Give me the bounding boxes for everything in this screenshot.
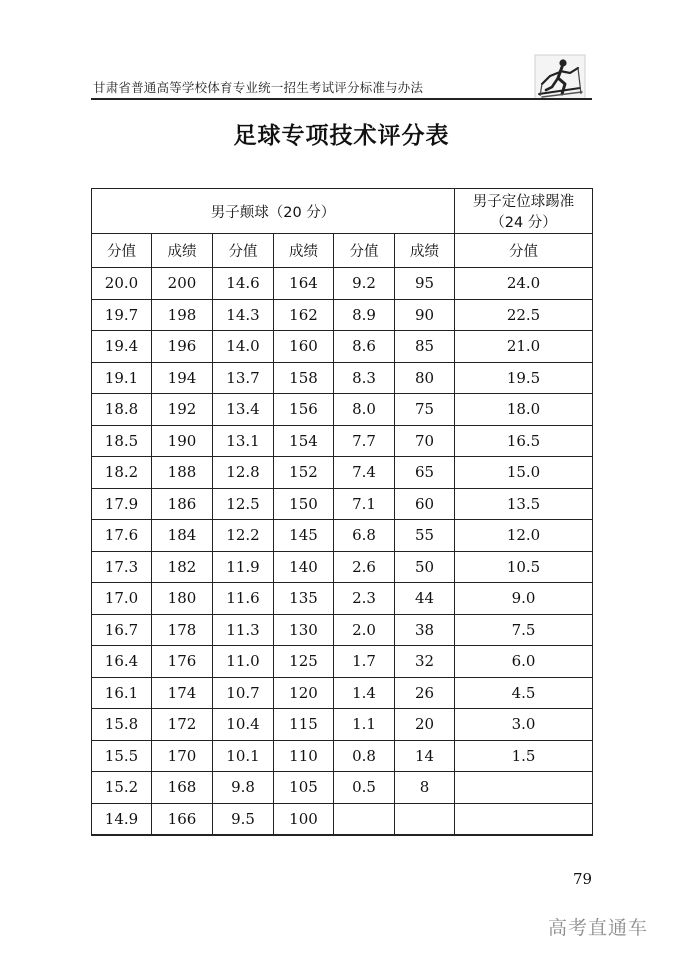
table-cell: 16.1 xyxy=(92,677,152,709)
table-cell: 14.6 xyxy=(213,268,274,300)
table-cell: 17.0 xyxy=(92,583,152,615)
table-cell: 7.5 xyxy=(455,614,593,646)
table-cell: 13.1 xyxy=(213,425,274,457)
table-cell: 140 xyxy=(274,551,334,583)
table-cell: 8 xyxy=(395,772,455,804)
table-cell: 9.0 xyxy=(455,583,593,615)
table-cell: 15.0 xyxy=(455,457,593,489)
table-cell: 12.2 xyxy=(213,520,274,552)
setpiece-header-line2: （24 分） xyxy=(490,215,557,231)
table-cell: 178 xyxy=(152,614,213,646)
table-row xyxy=(92,677,593,709)
table-row xyxy=(92,268,593,300)
table-cell: 152 xyxy=(274,457,334,489)
table-cell: 15.8 xyxy=(92,709,152,741)
table-row xyxy=(92,740,593,772)
table-cell: 16.7 xyxy=(92,614,152,646)
table-cell: 4.5 xyxy=(455,677,593,709)
table-cell: 7.7 xyxy=(334,425,395,457)
table-cell: 44 xyxy=(395,583,455,615)
table-row xyxy=(92,425,593,457)
table-cell: 11.9 xyxy=(213,551,274,583)
table-cell: 16.4 xyxy=(92,646,152,678)
col-header-setpiece-score: 分值 xyxy=(455,234,593,268)
table-cell: 18.2 xyxy=(92,457,152,489)
table-cell: 24.0 xyxy=(455,268,593,300)
table-row xyxy=(92,551,593,583)
table-cell: 168 xyxy=(152,772,213,804)
table-cell: 12.0 xyxy=(455,520,593,552)
table-cell: 1.7 xyxy=(334,646,395,678)
running-header: 甘肃省普通高等学校体育专业统一招生考试评分标准与办法 xyxy=(93,80,424,95)
table-cell: 190 xyxy=(152,425,213,457)
table-cell: 7.1 xyxy=(334,488,395,520)
table-cell: 13.5 xyxy=(455,488,593,520)
table-cell: 182 xyxy=(152,551,213,583)
table-cell: 0.5 xyxy=(334,772,395,804)
table-cell: 8.6 xyxy=(334,331,395,363)
table-cell: 115 xyxy=(274,709,334,741)
table-cell: 14 xyxy=(395,740,455,772)
table-cell: 65 xyxy=(395,457,455,489)
table-cell: 9.5 xyxy=(213,803,274,835)
table-cell: 10.7 xyxy=(213,677,274,709)
table-cell xyxy=(455,803,593,835)
table-cell: 1.5 xyxy=(455,740,593,772)
page-number: 79 xyxy=(573,870,593,888)
table-cell: 11.0 xyxy=(213,646,274,678)
table-cell: 11.6 xyxy=(213,583,274,615)
table-cell xyxy=(455,772,593,804)
col-header-score: 分值 xyxy=(92,234,152,268)
table-row xyxy=(92,614,593,646)
table-cell: 188 xyxy=(152,457,213,489)
table-row xyxy=(92,362,593,394)
table-cell: 8.0 xyxy=(334,394,395,426)
page-title: 足球专项技术评分表 xyxy=(233,123,450,149)
table-cell: 32 xyxy=(395,646,455,678)
table-cell: 164 xyxy=(274,268,334,300)
table-cell: 38 xyxy=(395,614,455,646)
table-row xyxy=(92,394,593,426)
table-cell: 145 xyxy=(274,520,334,552)
table-cell: 60 xyxy=(395,488,455,520)
setpiece-header-line1: 男子定位球踢准 xyxy=(472,194,575,210)
table-cell: 10.5 xyxy=(455,551,593,583)
table-cell: 158 xyxy=(274,362,334,394)
table-cell: 21.0 xyxy=(455,331,593,363)
table-cell: 17.3 xyxy=(92,551,152,583)
table-cell: 150 xyxy=(274,488,334,520)
table-cell: 156 xyxy=(274,394,334,426)
table-cell: 120 xyxy=(274,677,334,709)
table-cell xyxy=(334,803,395,835)
table-cell: 198 xyxy=(152,299,213,331)
table-cell: 11.3 xyxy=(213,614,274,646)
table-cell: 10.4 xyxy=(213,709,274,741)
table-cell: 110 xyxy=(274,740,334,772)
table-row xyxy=(92,488,593,520)
table-cell: 90 xyxy=(395,299,455,331)
table-cell: 135 xyxy=(274,583,334,615)
table-cell: 200 xyxy=(152,268,213,300)
table-cell: 12.8 xyxy=(213,457,274,489)
table-cell: 154 xyxy=(274,425,334,457)
col-header-score: 分值 xyxy=(334,234,395,268)
table-cell: 19.7 xyxy=(92,299,152,331)
table-cell: 18.5 xyxy=(92,425,152,457)
table-cell: 17.9 xyxy=(92,488,152,520)
setpiece-group-header xyxy=(455,189,593,234)
table-cell: 17.6 xyxy=(92,520,152,552)
table-cell: 105 xyxy=(274,772,334,804)
table-cell xyxy=(395,803,455,835)
table-body xyxy=(92,268,593,836)
table-row xyxy=(92,646,593,678)
table-cell: 70 xyxy=(395,425,455,457)
table-row xyxy=(92,583,593,615)
table-cell: 2.3 xyxy=(334,583,395,615)
table-cell: 50 xyxy=(395,551,455,583)
table-row xyxy=(92,299,593,331)
table-cell: 0.8 xyxy=(334,740,395,772)
col-header-result: 成绩 xyxy=(274,234,334,268)
football-score-table xyxy=(91,188,593,836)
col-header-result: 成绩 xyxy=(395,234,455,268)
table-cell: 130 xyxy=(274,614,334,646)
table-cell: 13.7 xyxy=(213,362,274,394)
table-cell: 186 xyxy=(152,488,213,520)
table-row xyxy=(92,772,593,804)
table-cell: 85 xyxy=(395,331,455,363)
table-cell: 10.1 xyxy=(213,740,274,772)
table-cell: 166 xyxy=(152,803,213,835)
table-cell: 184 xyxy=(152,520,213,552)
juggling-group-header: 男子颠球（20 分） xyxy=(92,189,455,234)
col-header-score: 分值 xyxy=(213,234,274,268)
table-cell: 162 xyxy=(274,299,334,331)
table-cell: 100 xyxy=(274,803,334,835)
table-cell: 6.8 xyxy=(334,520,395,552)
table-cell: 170 xyxy=(152,740,213,772)
table-cell: 75 xyxy=(395,394,455,426)
table-cell: 174 xyxy=(152,677,213,709)
table-cell: 194 xyxy=(152,362,213,394)
table-cell: 14.0 xyxy=(213,331,274,363)
table-cell: 14.3 xyxy=(213,299,274,331)
table-cell: 26 xyxy=(395,677,455,709)
table-row xyxy=(92,331,593,363)
table-cell: 1.4 xyxy=(334,677,395,709)
watermark: 高考直通车 xyxy=(548,917,649,939)
table-cell: 19.4 xyxy=(92,331,152,363)
table-cell: 1.1 xyxy=(334,709,395,741)
header-divider xyxy=(91,98,592,100)
table-cell: 14.9 xyxy=(92,803,152,835)
table-cell: 95 xyxy=(395,268,455,300)
table-cell: 9.2 xyxy=(334,268,395,300)
table-cell: 15.5 xyxy=(92,740,152,772)
table-cell: 20 xyxy=(395,709,455,741)
table-cell: 22.5 xyxy=(455,299,593,331)
table-row xyxy=(92,803,593,835)
table-cell: 172 xyxy=(152,709,213,741)
table-cell: 18.0 xyxy=(455,394,593,426)
table-cell: 7.4 xyxy=(334,457,395,489)
table-cell: 3.0 xyxy=(455,709,593,741)
table-cell: 8.9 xyxy=(334,299,395,331)
table-cell: 8.3 xyxy=(334,362,395,394)
table-cell: 19.1 xyxy=(92,362,152,394)
table-cell: 19.5 xyxy=(455,362,593,394)
table-cell: 16.5 xyxy=(455,425,593,457)
table-cell: 192 xyxy=(152,394,213,426)
table-cell: 9.8 xyxy=(213,772,274,804)
table-cell: 12.5 xyxy=(213,488,274,520)
table-cell: 15.2 xyxy=(92,772,152,804)
table-cell: 2.0 xyxy=(334,614,395,646)
table-cell: 13.4 xyxy=(213,394,274,426)
table-cell: 125 xyxy=(274,646,334,678)
table-row xyxy=(92,457,593,489)
col-header-result: 成绩 xyxy=(152,234,213,268)
table-cell: 80 xyxy=(395,362,455,394)
skier-emblem-icon xyxy=(534,54,586,100)
table-cell: 160 xyxy=(274,331,334,363)
table-cell: 18.8 xyxy=(92,394,152,426)
table-row xyxy=(92,520,593,552)
table-cell: 176 xyxy=(152,646,213,678)
table-cell: 20.0 xyxy=(92,268,152,300)
table-cell: 2.6 xyxy=(334,551,395,583)
table-cell: 6.0 xyxy=(455,646,593,678)
table-cell: 196 xyxy=(152,331,213,363)
table-cell: 55 xyxy=(395,520,455,552)
table-row xyxy=(92,709,593,741)
table-cell: 180 xyxy=(152,583,213,615)
